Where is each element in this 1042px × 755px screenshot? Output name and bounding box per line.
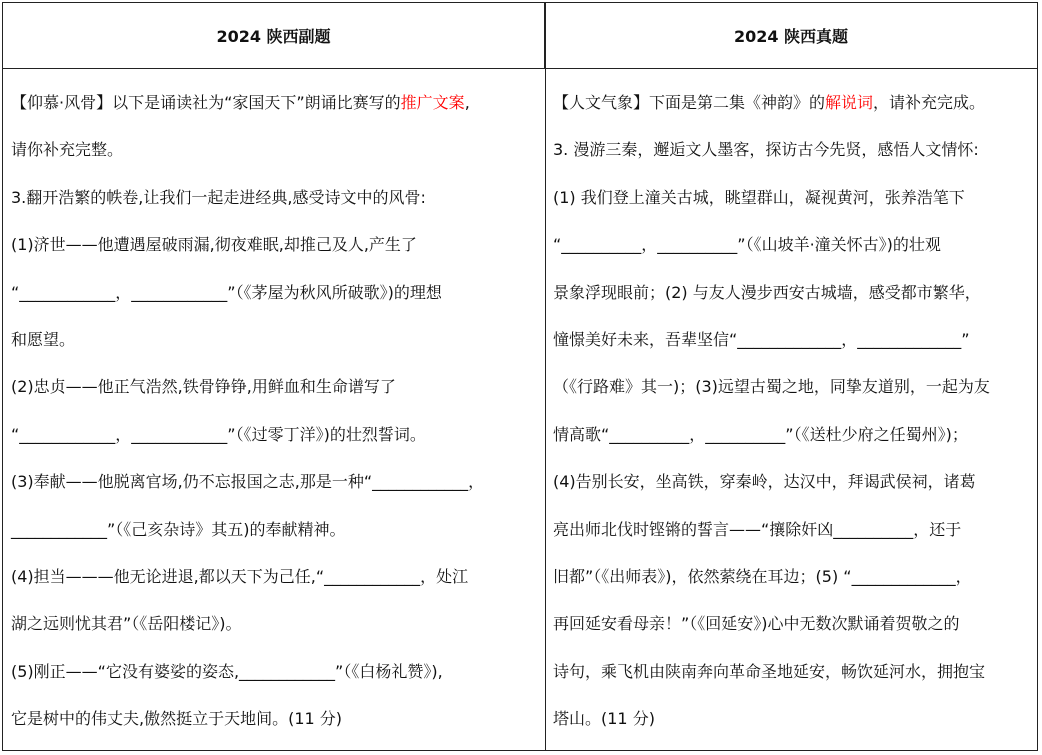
text-segment: 【仰慕·风骨】以下是诵读社为“家国天下”朗诵比赛写的 [11,93,401,112]
text-segment: 湖之远则忧其君”（《岳阳楼记》)。 [11,614,242,634]
text-segment: “____________，____________”（《过零丁洋》)的壮烈誓词。 [11,424,426,444]
header-left: 2024 陕西副题 [3,3,545,69]
right-line [553,79,1033,126]
left-column-text [11,79,541,742]
left-line [11,269,541,316]
text-segment: (4)担当———他无论进退,都以天下为己任,“____________，处江 [11,566,469,586]
text-segment: ____________”（《己亥杂诗》其五)的奉献精神。 [11,519,346,539]
left-line [11,126,541,173]
text-segment: ，请补充完成。 [873,93,986,112]
text-segment: 再回延安看母亲！”（《回延安》)心中无数次默诵着贺敬之的 [553,614,960,634]
left-line [11,506,541,553]
left-line [11,648,541,695]
text-segment: 【人文气象】下面是第二集《神韵》的 [553,93,826,112]
right-line [553,458,1033,505]
text-segment: 3. 漫游三秦，邂逅文人墨客，探访古今先贤，感悟人文情怀: [553,140,979,160]
left-line [11,695,541,742]
right-line [553,363,1033,410]
left-line [11,411,541,458]
right-line [553,411,1033,458]
text-segment: (4)告别长安，坐高铁，穿秦岭，达汉中，拜谒武侯祠，诸葛 [553,472,976,492]
comparison-table [2,2,1038,751]
text-segment: 情高歌“__________，__________”（《送杜少府之任蜀州》)； [553,424,968,444]
text-segment: “__________，__________”（《山坡羊·潼关怀古》)的壮观 [553,235,941,255]
left-line [11,79,541,126]
left-line [11,316,541,363]
text-segment: “____________，____________”（《茅屋为秋风所破歌》)的理想 [11,282,442,302]
column-divider [545,3,546,750]
text-segment: 它是树中的伟丈夫,傲然挺立于天地间。(11 分) [11,709,343,729]
left-line [11,174,541,221]
right-line [553,221,1033,268]
left-line [11,553,541,600]
text-segment: (1) 我们登上潼关古城，眺望群山，凝视黄河，张养浩笔下 [553,187,965,207]
text-segment: 旧都”（《出师表》)，依然萦绕在耳边；(5) “_____________， [553,566,972,586]
right-line [553,126,1033,173]
left-line [11,600,541,647]
header-right: 2024 陕西真题 [545,3,1037,69]
text-segment: 和愿望。 [11,329,76,349]
right-line [553,648,1033,695]
right-line [553,506,1033,553]
highlighted-text: 推广文案 [400,93,465,112]
right-line [553,174,1033,221]
text-segment: (5)刚正——“它没有婆娑的姿态,____________”（《白杨礼赞》), [11,661,443,681]
text-segment: (2)忠贞——他正气浩然,铁骨铮铮,用鲜血和生命谱写了 [11,377,396,397]
text-segment: 景象浮现眼前；(2) 与友人漫步西安古城墙，感受都市繁华， [553,282,981,302]
text-segment: 憧憬美好未来，吾辈坚信“_____________，_____________” [553,329,970,349]
highlighted-text: 解说词 [825,93,874,112]
text-segment: 亮出师北伐时铿锵的誓言——“攘除奸凶__________，还于 [553,519,962,539]
left-line [11,363,541,410]
text-segment: (3)奉献——他脱离官场,仍不忘报国之志,那是一种“____________， [11,472,485,492]
right-line [553,695,1033,742]
right-line [553,269,1033,316]
left-line [11,458,541,505]
right-line [553,316,1033,363]
text-segment: 3.翻开浩繁的帙卷,让我们一起走进经典,感受诗文中的风骨: [11,187,426,207]
right-line [553,553,1033,600]
text-segment: 请你补充完整。 [11,140,124,160]
left-line [11,221,541,268]
text-segment: , [464,93,470,112]
text-segment: 塔山。(11 分) [553,709,655,729]
text-segment: (1)济世——他遭遇屋破雨漏,彻夜难眠,却推己及人,产生了 [11,235,417,255]
text-segment: （《行路难》其一)；(3)远望古蜀之地，同挚友道别，一起为友 [553,377,990,397]
text-segment: 诗句，乘飞机由陕南奔向革命圣地延安，畅饮延河水，拥抱宝 [553,661,986,681]
right-line [553,600,1033,647]
right-column-text [553,79,1033,742]
